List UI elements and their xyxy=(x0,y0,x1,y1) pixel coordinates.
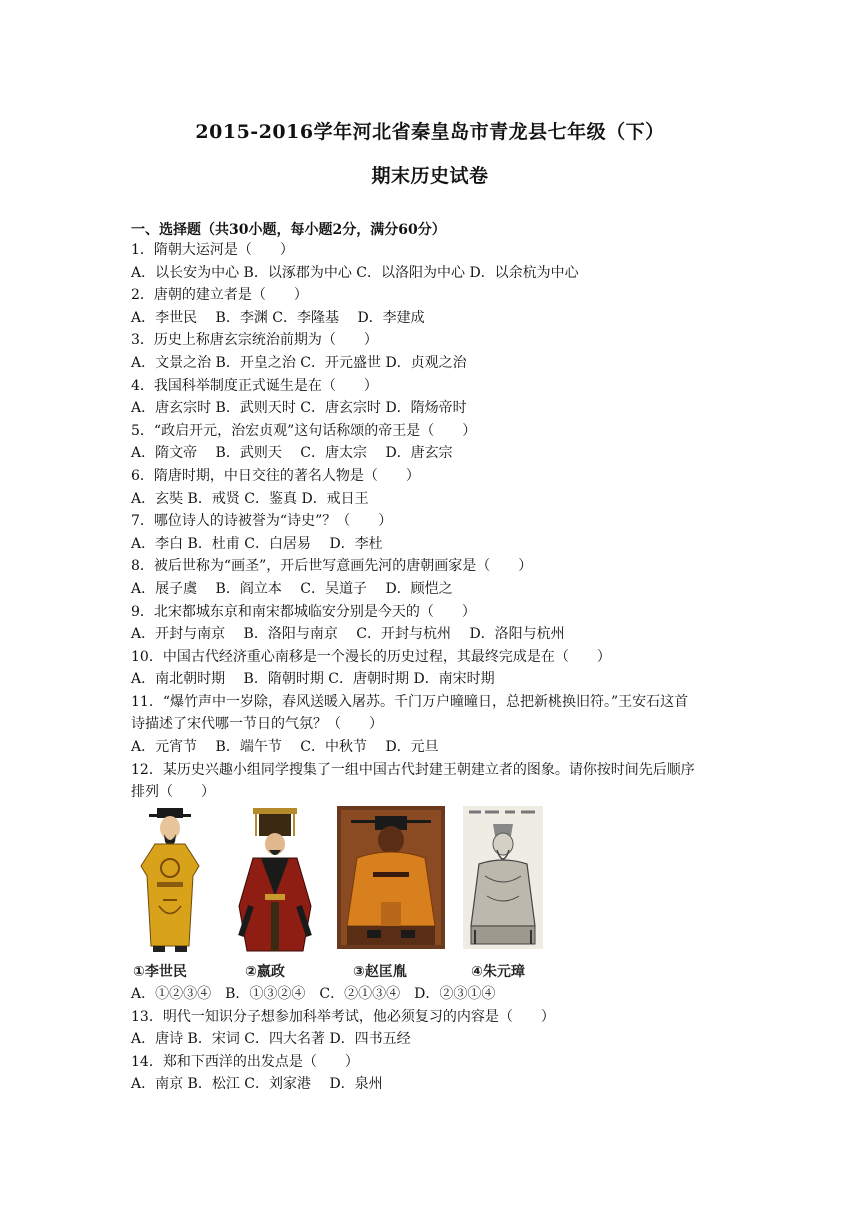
question-line: 11．“爆竹声中一岁除，春风送暖入屠苏。千门万户曈曈日，总把新桃换旧符。”王安石这首 xyxy=(131,693,689,710)
emperor-zhao-kuangyin-painting xyxy=(337,806,445,949)
answer-options: A．展子虞 B．阎立本 C．吴道子 D．顾恺之 xyxy=(131,580,453,597)
question-line: 14．郑和下西洋的出发点是（ ） xyxy=(131,1053,359,1070)
exam-title-line2: 期末历史试卷 xyxy=(371,165,489,187)
question-line: 5．“政启开元，治宏贞观”这句话称颂的帝王是（ ） xyxy=(131,422,477,439)
answer-options: A．元宵节 B．端午节 C．中秋节 D．元旦 xyxy=(131,739,439,756)
answer-options: A．唐诗 B．宋词 C．四大名著 D．四书五经 xyxy=(131,1031,411,1048)
question-line: 2．唐朝的建立者是（ ） xyxy=(131,287,308,304)
emperor-zhu-yuanzhang-sketch xyxy=(463,806,543,949)
answer-options: A．开封与南京 B．洛阳与南京 C．开封与杭州 D．洛阳与杭州 xyxy=(131,626,565,643)
question-line: 6．隋唐时期，中日交往的著名人物是（ ） xyxy=(131,467,420,484)
question-line: 13．明代一知识分子想参加科举考试，他必须复习的内容是（ ） xyxy=(131,1008,555,1025)
answer-options: A．唐玄宗时 B．武则天时 C．唐玄宗时 D．隋炀帝时 xyxy=(131,400,467,417)
answer-options: A．文景之治 B．开皇之治 C．开元盛世 D．贞观之治 xyxy=(131,354,467,371)
question-line: 9．北宋都城东京和南宋都城临安分别是今天的（ ） xyxy=(131,603,476,620)
question-list-bottom xyxy=(131,983,731,1096)
question-line-continued: 诗描述了宋代哪一节日的气氛？（ ） xyxy=(131,716,383,733)
answer-options: A．隋文帝 B．武则天 C．唐太宗 D．唐玄宗 xyxy=(131,445,453,462)
question-line: 1．隋朝大运河是（ ） xyxy=(131,242,294,258)
answer-options: A．南京 B．松江 C．刘家港 D．泉州 xyxy=(131,1076,383,1093)
question-line: 7．哪位诗人的诗被誉为“诗史”？（ ） xyxy=(131,513,393,530)
answer-options: A．①②③④ B．①③②④ C．②①③④ D．②③①④ xyxy=(131,986,496,1002)
answer-options: A．李世民 B．李渊 C．李隆基 D．李建成 xyxy=(131,309,425,326)
question-line: 8．被后世称为“画圣”，开后世写意画先河的唐朝画家是（ ） xyxy=(131,558,533,575)
emperor-figures xyxy=(131,806,561,984)
answer-options: A．以长安为中心 B．以涿郡为中心 C．以洛阳为中心 D．以余杭为中心 xyxy=(131,264,579,281)
answer-options: A．南北朝时期 B．隋朝时期 C．唐朝时期 D．南宋时期 xyxy=(131,671,495,688)
question-line: 12．某历史兴趣小组同学搜集了一组中国古代封建王朝建立者的图象。请你按时间先后顺序 xyxy=(131,761,695,778)
answer-options: A．玄奘 B．戒贤 C．鉴真 D．戒日王 xyxy=(131,490,369,507)
question-line: 10．中国古代经济重心南移是一个漫长的历史过程，其最终完成是在（ ） xyxy=(131,648,611,665)
question-list-top xyxy=(131,239,731,804)
section-heading: 一、选择题（共30小题，每小题2分，满分60分） xyxy=(131,222,446,238)
emperor-li-shimin-figure xyxy=(131,806,211,956)
figure-caption: ①李世民 xyxy=(133,964,187,980)
emperor-ying-zheng-figure xyxy=(231,806,319,956)
figure-caption: ②嬴政 xyxy=(245,964,285,980)
figure-caption: ④朱元璋 xyxy=(471,964,525,980)
question-line-continued: 排列（ ） xyxy=(131,784,215,801)
question-line: 3．历史上称唐玄宗统治前期为（ ） xyxy=(131,332,378,349)
figure-caption: ③赵匡胤 xyxy=(353,964,407,980)
question-line: 4．我国科举制度正式诞生是在（ ） xyxy=(131,377,378,394)
exam-title-line1: 2015-2016学年河北省秦皇岛市青龙县七年级（下） xyxy=(195,121,665,143)
answer-options: A．李白 B．杜甫 C．白居易 D．李杜 xyxy=(131,535,383,552)
